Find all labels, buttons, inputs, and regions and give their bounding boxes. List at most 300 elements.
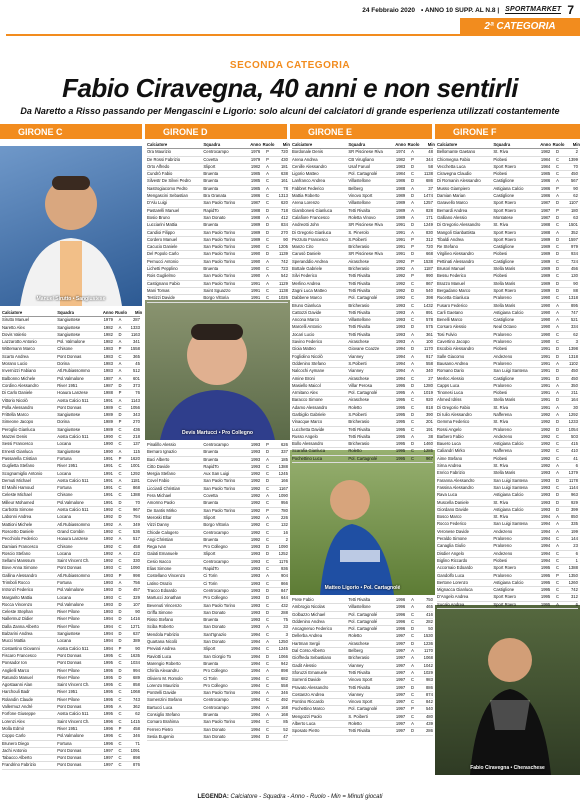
- table-row: [147, 237, 288, 244]
- table-cell: 70: [573, 163, 578, 169]
- table-cell: 1990: [103, 441, 113, 447]
- table-cell: 558: [425, 360, 433, 366]
- table-cell: San Donato: [203, 214, 226, 220]
- table-cell: Aosta Calcio 511: [57, 397, 89, 403]
- table-cell: 1989: [395, 214, 406, 220]
- table-cell: 1388: [130, 492, 140, 498]
- table-cell: Pont Donnas: [57, 762, 82, 768]
- table-cell: Muscella Daniele: [437, 499, 469, 505]
- table-cell: 1984: [395, 171, 406, 177]
- table-cell: Bricherasio: [348, 441, 370, 447]
- table-cell: 1993: [395, 317, 406, 323]
- table-cell: Rossi Angelo: [437, 426, 462, 432]
- table-row: [2, 668, 140, 675]
- table-cell: 1986: [540, 185, 551, 191]
- table-cell: 1994: [540, 557, 551, 563]
- table-row: [2, 762, 140, 769]
- table-cell: 998: [132, 572, 140, 578]
- table-cell: Chirila Alexandru: [147, 668, 179, 674]
- table-cell: 1993: [540, 506, 551, 512]
- table-cell: El Maihi Hamoud: [2, 485, 34, 491]
- column-header: Calciatore: [147, 142, 168, 147]
- table-row: [2, 565, 140, 572]
- table-cell: A: [266, 711, 269, 717]
- table-cell: D: [411, 382, 415, 388]
- table-cell: 1992: [103, 514, 113, 520]
- table-cell: 1994: [250, 711, 261, 717]
- table-cell: 1989: [540, 280, 551, 286]
- table-cell: Sport Roero: [493, 601, 516, 607]
- table-cell: Tetti Rivalta: [348, 597, 371, 602]
- table-row: [2, 551, 140, 558]
- table-cell: 1985: [250, 185, 261, 191]
- table-cell: River 1951: [57, 463, 78, 469]
- table-cell: C: [556, 448, 560, 454]
- table-cell: 1019: [423, 390, 433, 396]
- table-cell: Ferrero Pietro: [147, 726, 173, 732]
- table-cell: Fortuna: [57, 579, 72, 585]
- table-cell: Airaschese: [348, 258, 370, 264]
- table-cell: C: [118, 652, 122, 658]
- table-cell: D: [266, 229, 270, 235]
- table-row: [437, 565, 578, 572]
- table-cell: Piobesi: [493, 156, 508, 162]
- table-cell: C: [266, 646, 270, 652]
- table-cell: 1983: [103, 368, 113, 374]
- table-cell: San Donato: [203, 733, 226, 739]
- table-cell: Elias Simone: [147, 566, 172, 572]
- table-cell: 1993: [250, 624, 261, 630]
- table-cell: A: [556, 528, 559, 534]
- table-cell: Rois Guglielmo: [147, 273, 176, 279]
- table-cell: 1997: [395, 699, 406, 705]
- table-cell: A: [266, 171, 269, 177]
- table-row: [147, 712, 288, 719]
- table-cell: Hartman Sergii: [292, 640, 320, 646]
- table-cell: 867: [425, 280, 433, 286]
- table-cell: Atl.Rubiassommo: [57, 368, 91, 374]
- table-cell: Locana: [57, 441, 71, 447]
- table-row: [292, 427, 433, 434]
- table-cell: 842: [425, 699, 433, 705]
- table-cell: Aosta Calcio 511: [57, 711, 89, 717]
- table-row: [147, 734, 288, 741]
- table-cell: Andezeno: [493, 353, 513, 359]
- table-cell: 1994: [540, 536, 551, 542]
- table-cell: 1318: [568, 353, 578, 359]
- table-cell: 1138: [423, 171, 433, 177]
- table-cell: 1992: [395, 266, 406, 272]
- table-cell: Lorenzo Maurizio: [147, 682, 180, 688]
- table-row: [147, 654, 288, 661]
- table-row: [147, 200, 288, 207]
- table-row: [292, 193, 433, 200]
- table-cell: Harchouli Badr: [2, 689, 30, 695]
- table-cell: St. Riva: [493, 149, 509, 155]
- table-cell: Castignano Fabio: [147, 280, 180, 286]
- page-header: [6, 3, 574, 17]
- photo-ciravegna: [435, 605, 580, 775]
- table-cell: Accornaio Edoardo: [437, 565, 473, 571]
- table-cell: Andezeno: [493, 528, 513, 534]
- table-cell: Sport Roero: [493, 594, 516, 600]
- table-row: [147, 537, 288, 544]
- table-cell: 458: [132, 725, 140, 731]
- table-cell: Amormo Paolo: [147, 500, 175, 506]
- table-cell: Intronzi Federico: [2, 587, 34, 593]
- table-cell: 1991: [250, 280, 261, 286]
- table-cell: 1992: [250, 493, 261, 499]
- table-cell: 330: [132, 558, 140, 564]
- table-cell: 27: [428, 375, 433, 381]
- table-cell: 1994: [103, 623, 113, 629]
- table-cell: SR Piscinese Riva: [348, 251, 383, 257]
- table-cell: A: [118, 550, 122, 556]
- table-row: [437, 485, 578, 492]
- table-header: [292, 142, 433, 149]
- table-cell: A: [556, 309, 559, 315]
- table-cell: Silvestr De Silvei Pedro: [147, 178, 191, 184]
- table-cell: A: [411, 597, 414, 602]
- table-cell: D: [118, 587, 122, 593]
- table-cell: A: [266, 690, 269, 696]
- table-cell: 1993: [250, 442, 261, 447]
- table-row: [147, 215, 288, 222]
- table-cell: Bricherasio: [348, 244, 370, 250]
- table-cell: 720: [280, 149, 288, 155]
- table-cell: 1983: [103, 361, 113, 367]
- table-row: [2, 719, 140, 726]
- table-cell: 450: [570, 375, 578, 381]
- table-cell: 270: [280, 229, 288, 235]
- table-cell: 1993: [540, 492, 551, 498]
- table-cell: Merloc Alessio: [437, 375, 464, 381]
- table-cell: Tracco Edoardo: [147, 587, 177, 593]
- table-cell: 62: [135, 711, 140, 717]
- table-row: [2, 412, 140, 419]
- table-cell: 1992: [103, 550, 113, 556]
- table-cell: 1996: [395, 626, 406, 632]
- table-cell: Bricherasio: [348, 419, 370, 425]
- table-row: [147, 632, 288, 639]
- table-cell: 1995: [103, 704, 113, 710]
- table-cell: 1993: [250, 558, 261, 564]
- table-cell: 2: [285, 536, 288, 542]
- table-cell: Tibaldi Andrea: [437, 236, 464, 242]
- table-row: [437, 157, 578, 164]
- table-cell: 1991: [250, 287, 261, 293]
- table-cell: River Pilone: [57, 696, 80, 702]
- table-cell: 1994: [250, 646, 261, 652]
- table-cell: Nallermuz Didier: [2, 616, 33, 622]
- table-cell: Cavertino Jacopo: [437, 339, 470, 345]
- table-cell: Montatese: [493, 214, 513, 220]
- table-cell: Coppo Carlo: [2, 733, 26, 739]
- table-cell: 1994: [250, 653, 261, 659]
- table-cell: Sport Roero: [493, 163, 516, 169]
- table-cell: 1989: [250, 229, 261, 235]
- table-row: [437, 222, 578, 229]
- table-cell: 415: [570, 441, 578, 447]
- table-row: [437, 368, 578, 375]
- table-row: [2, 660, 140, 667]
- table-cell: D: [118, 499, 122, 505]
- table-cell: 166: [280, 478, 288, 484]
- table-row: [292, 604, 433, 611]
- table-row: [437, 434, 578, 441]
- table-cell: Tetti Rivalta: [348, 207, 371, 213]
- table-cell: 1997: [395, 706, 406, 712]
- table-cell: 1178: [568, 477, 578, 483]
- table-row: [437, 149, 578, 156]
- table-cell: 1388: [568, 565, 578, 571]
- table-cell: 1995: [540, 587, 551, 593]
- table-cell: D: [266, 251, 270, 257]
- table-cell: 1986: [250, 193, 261, 199]
- table-cell: 1138: [278, 287, 288, 293]
- table-cell: C: [266, 602, 270, 608]
- table-cell: 1988: [250, 207, 261, 213]
- table-cell: Enrico Fabrizio: [437, 470, 465, 476]
- table-cell: Sucalo Andrea: [437, 601, 465, 607]
- table-cell: San Donato: [203, 624, 226, 630]
- table-cell: 1989: [103, 404, 113, 410]
- table-cell: 1249: [423, 222, 433, 228]
- table-cell: Fiscaro Francesco: [2, 652, 37, 658]
- table-cell: Brazzo Manuel: [437, 280, 465, 286]
- table-cell: 1991: [540, 404, 551, 410]
- table-cell: Mani Tomas: [147, 287, 170, 293]
- table-row: [2, 434, 140, 441]
- table-cell: 1997: [395, 721, 406, 727]
- table-cell: Locana: [57, 594, 71, 600]
- table-row: [437, 281, 578, 288]
- table-cell: 1996: [395, 597, 406, 602]
- table-cell: 1139: [278, 251, 288, 257]
- table-row: [147, 486, 288, 493]
- table-cell: 1993: [250, 456, 261, 462]
- table-row: [292, 706, 433, 713]
- table-cell: Bollo Alessandro: [292, 441, 324, 447]
- table-row: [292, 208, 433, 215]
- table-cell: C: [266, 485, 270, 491]
- table-cell: Rucetta Gianluca: [437, 295, 470, 301]
- table-cell: 1995: [395, 433, 406, 439]
- table-cell: 1993: [250, 544, 261, 550]
- table-cell: 1398: [568, 346, 578, 352]
- table-cell: Pol.Valmalone: [57, 733, 84, 739]
- table-cell: Sangiustese: [57, 631, 81, 637]
- table-cell: Castiglione: [493, 317, 515, 323]
- table-cell: 1986: [540, 193, 551, 199]
- table-cell: 1994: [250, 726, 261, 732]
- table-cell: 1991: [540, 360, 551, 366]
- table-cell: 1107: [568, 200, 578, 206]
- table-cell: 344: [425, 156, 433, 162]
- table-cell: 1260: [568, 579, 578, 585]
- table-row: [292, 721, 433, 728]
- table-cell: 620: [280, 200, 288, 206]
- table-cell: Pont Donnas: [57, 704, 82, 710]
- table-cell: C: [556, 433, 560, 439]
- table-cell: D: [556, 506, 560, 512]
- table-cell: 63: [573, 214, 578, 220]
- table-cell: Aosta Calcio 511: [57, 434, 89, 440]
- table-row: [437, 178, 578, 185]
- table-cell: C: [411, 295, 415, 301]
- table-cell: 1992: [540, 419, 551, 425]
- table-cell: 1992: [540, 455, 551, 461]
- table-cell: 1558: [130, 346, 140, 352]
- table-cell: Castiglione: [493, 258, 515, 264]
- table-cell: Nafferena: [493, 448, 512, 454]
- table-cell: Sangiustese: [57, 448, 81, 454]
- table-cell: P: [556, 185, 559, 191]
- table-row: [147, 683, 288, 690]
- photo-caption: Devis Martucci • Pro Collegno: [182, 430, 253, 436]
- table-cell: 1993: [103, 609, 113, 615]
- column-header: Ruolo: [262, 142, 275, 147]
- table-row: [2, 405, 140, 412]
- table-cell: A: [266, 456, 269, 462]
- table-cell: D: [118, 331, 122, 337]
- girone-e-header: GIRONE E: [290, 124, 432, 139]
- table-cell: Quartana Nicolò: [147, 639, 178, 645]
- table-cell: RapidTo: [203, 463, 219, 469]
- photo-sirutto: [0, 146, 142, 306]
- table-cell: Vianney: [348, 662, 364, 668]
- table-cell: 1993: [250, 573, 261, 579]
- table-cell: Veronese Davide: [437, 528, 469, 534]
- table-cell: Dorina: [57, 419, 70, 425]
- table-row: [437, 288, 578, 295]
- table-cell: C: [118, 353, 122, 359]
- table-cell: D'Alu Luigi: [147, 200, 167, 206]
- table-cell: 1992: [395, 280, 406, 286]
- table-cell: D: [411, 251, 415, 257]
- table-cell: Oddenino Andrea: [292, 618, 325, 624]
- table-cell: St. Riva: [493, 499, 509, 505]
- table-cell: C: [411, 455, 415, 461]
- table-cell: Villastellone: [348, 604, 371, 610]
- table-cell: Borgo Vittoria: [203, 522, 229, 528]
- table-cell: C: [118, 485, 122, 491]
- table-row: [292, 281, 433, 288]
- table-cell: 1989: [540, 236, 551, 242]
- table-cell: 1989: [540, 258, 551, 264]
- table-cell: 199: [570, 528, 578, 534]
- table-cell: 329: [132, 594, 140, 600]
- table-row: [147, 559, 288, 566]
- table-cell: 1994: [540, 514, 551, 520]
- table-cell: 62: [573, 331, 578, 337]
- table-cell: Vianney: [348, 691, 364, 697]
- table-cell: Astigiana Calcio: [493, 492, 524, 498]
- category-banner: 2ª CATEGORIA: [460, 18, 580, 34]
- table-cell: Meroski Eltar: [147, 514, 172, 520]
- table-cell: A: [411, 390, 414, 396]
- table-cell: Centrocampo: [203, 697, 229, 703]
- table-cell: 1979: [103, 317, 113, 323]
- table-cell: 90: [135, 645, 140, 651]
- table-row: [437, 427, 578, 434]
- table-cell: 181: [280, 163, 288, 169]
- table-cell: 1990: [250, 258, 261, 264]
- table-cell: 1292: [130, 470, 140, 476]
- table-cell: 1994: [250, 682, 261, 688]
- table-cell: Pol.Valmalone: [57, 375, 84, 381]
- table-cell: 1990: [540, 309, 551, 315]
- table-cell: Bessu Federico: [437, 273, 467, 279]
- table-row: [437, 536, 578, 543]
- table-cell: D: [118, 514, 122, 520]
- table-cell: 1991: [103, 463, 113, 469]
- table-cell: Benelli Marco: [437, 317, 463, 323]
- table-cell: Gadit Alessio: [292, 662, 317, 668]
- table-cell: A: [556, 193, 559, 199]
- table-cell: 1992: [103, 558, 113, 564]
- table-cell: Mendola Fabrizio: [147, 631, 180, 637]
- table-cell: 1993: [103, 594, 113, 600]
- table-cell: Castiglione: [493, 375, 515, 381]
- table-cell: C: [556, 557, 560, 563]
- table-cell: Locana: [57, 514, 71, 520]
- table-cell: D: [556, 280, 560, 286]
- table-cell: 6: [575, 550, 578, 556]
- table-cell: 1995: [103, 660, 113, 666]
- table-cell: P: [266, 507, 269, 513]
- table-cell: 956: [280, 500, 288, 506]
- table-cell: 742: [570, 587, 578, 593]
- table-cell: C: [556, 441, 560, 447]
- table-cell: 90: [283, 236, 288, 242]
- table-cell: 895: [570, 302, 578, 308]
- table-cell: 1983: [395, 163, 406, 169]
- table-cell: 52: [283, 726, 288, 732]
- table-cell: Aosta Calcio 511: [57, 477, 89, 483]
- table-cell: River 1951: [57, 725, 78, 731]
- table-cell: C: [118, 441, 122, 447]
- table-cell: 891: [425, 309, 433, 315]
- table-row: [147, 595, 288, 602]
- table-cell: 335: [570, 521, 578, 527]
- table-cell: 62: [573, 193, 578, 199]
- table-cell: 1992: [540, 426, 551, 432]
- table-cell: 850: [570, 514, 578, 520]
- table-cell: A: [118, 477, 122, 483]
- table-cell: 1996: [395, 611, 406, 617]
- legend-text: Calciatore - Squadra - Anno - Ruolo - Min = Minuti giocati: [230, 794, 383, 800]
- table-cell: 1991: [103, 499, 113, 505]
- table-cell: 1176: [278, 558, 288, 564]
- table-cell: 2: [575, 149, 578, 155]
- girone-d-header: GIRONE D: [145, 124, 287, 139]
- table-cell: Andezeno: [493, 550, 513, 556]
- table-cell: 1042: [423, 662, 433, 668]
- header-date: 24 Febbraio 2020: [362, 6, 416, 14]
- table-row: [437, 354, 578, 361]
- table-cell: 1982: [103, 331, 113, 337]
- table-cell: A: [411, 368, 414, 374]
- table-cell: Atl.Rubiassommo: [57, 572, 91, 578]
- table-cell: 1994: [103, 616, 113, 622]
- table-cell: Chiomegna Fabio: [437, 156, 471, 162]
- table-cell: C: [556, 244, 560, 250]
- table-cell: San Luigi Santena: [493, 521, 528, 527]
- table-cell: 1991: [250, 295, 261, 301]
- table-header: [2, 310, 143, 317]
- table-cell: Fortuna: [57, 455, 72, 461]
